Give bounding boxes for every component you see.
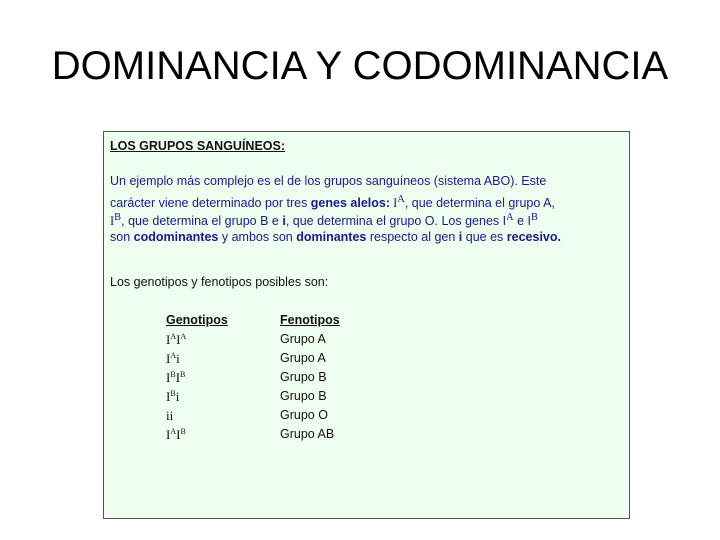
allele-superscript: B xyxy=(180,427,186,436)
paragraph-bold-text: codominantes xyxy=(133,229,219,244)
genotypes-intro: Los genotipos y fenotipos posibles son: xyxy=(110,275,329,289)
paragraph-text: son xyxy=(110,229,134,244)
allele-superscript: A xyxy=(170,351,177,360)
allele-superscript: B xyxy=(180,370,186,379)
paragraph-text: , que determina el grupo O. Los genes I xyxy=(285,214,507,229)
allele: I xyxy=(166,389,171,404)
allele-superscript: B xyxy=(114,212,122,223)
phenotype-header: Fenotipos xyxy=(280,313,340,327)
paragraph-text: que es xyxy=(462,229,507,244)
paragraph-bold-text: dominantes xyxy=(296,229,367,244)
allele-superscript: A xyxy=(506,212,514,223)
paragraph-text: , que determina el grupo B e xyxy=(121,214,283,229)
allele-symbol: I xyxy=(390,195,398,210)
paragraph-bold-text: genes alelos: xyxy=(310,195,390,210)
allele: I xyxy=(176,332,181,347)
allele-superscript: A xyxy=(170,332,177,341)
allele: I xyxy=(166,332,171,347)
allele: i xyxy=(176,351,180,366)
paragraph-text: , que determina el grupo A, xyxy=(404,195,555,210)
allele-symbol: I xyxy=(110,214,115,229)
allele-superscript: B xyxy=(170,370,176,379)
panel-heading: LOS GRUPOS SANGUÍNEOS: xyxy=(110,139,286,153)
phenotype-column xyxy=(280,310,340,444)
paragraph-line-1 xyxy=(110,172,622,191)
phenotype-cell: Grupo O xyxy=(280,408,328,422)
paragraph-text: carácter viene determinado por tres xyxy=(110,195,311,210)
explanation-paragraph xyxy=(110,172,622,246)
allele-superscript: A xyxy=(170,427,177,436)
phenotype-cell: Grupo AB xyxy=(280,427,335,441)
phenotype-cell: Grupo A xyxy=(280,332,326,346)
genotype-cell xyxy=(166,330,228,349)
phenotype-cell: Grupo B xyxy=(280,389,327,403)
paragraph-line-2 xyxy=(110,191,622,210)
blood-groups-panel xyxy=(103,131,630,519)
phenotype-cell: Grupo B xyxy=(280,370,327,384)
paragraph-bold-text: recesivo. xyxy=(506,229,561,244)
allele: I xyxy=(166,370,171,385)
genotype-cell xyxy=(166,425,228,444)
paragraph-line-3 xyxy=(110,209,622,228)
allele: I xyxy=(176,427,181,442)
genotype-column xyxy=(166,310,228,444)
paragraph-bold-text: i xyxy=(458,229,463,244)
genotype-cell xyxy=(166,387,228,406)
allele: I xyxy=(166,427,171,442)
allele-superscript: A xyxy=(397,193,405,205)
allele-superscript: B xyxy=(531,212,538,223)
allele: I xyxy=(175,370,181,385)
paragraph-line-4 xyxy=(110,228,622,247)
paragraph-text: e I xyxy=(513,214,531,229)
paragraph-bold-text: i xyxy=(282,214,286,229)
allele: i xyxy=(169,408,174,423)
allele: i xyxy=(166,408,170,423)
paragraph-text: respecto al gen xyxy=(366,229,459,244)
allele-superscript: B xyxy=(170,389,176,398)
allele: i xyxy=(175,389,180,404)
genotype-cell xyxy=(166,349,228,368)
paragraph-text: Un ejemplo más complejo es el de los grupos sanguíneos (sistema ABO). Este xyxy=(110,174,547,188)
genotype-cell xyxy=(166,406,228,425)
phenotype-cell: Grupo A xyxy=(280,351,326,365)
genotype-cell xyxy=(166,368,228,387)
allele-superscript: A xyxy=(180,332,187,341)
paragraph-text: y ambos son xyxy=(218,229,297,244)
slide-title: DOMINANCIA Y CODOMINANCIA xyxy=(51,44,669,88)
allele: I xyxy=(166,351,171,366)
genotype-header: Genotipos xyxy=(166,313,228,327)
